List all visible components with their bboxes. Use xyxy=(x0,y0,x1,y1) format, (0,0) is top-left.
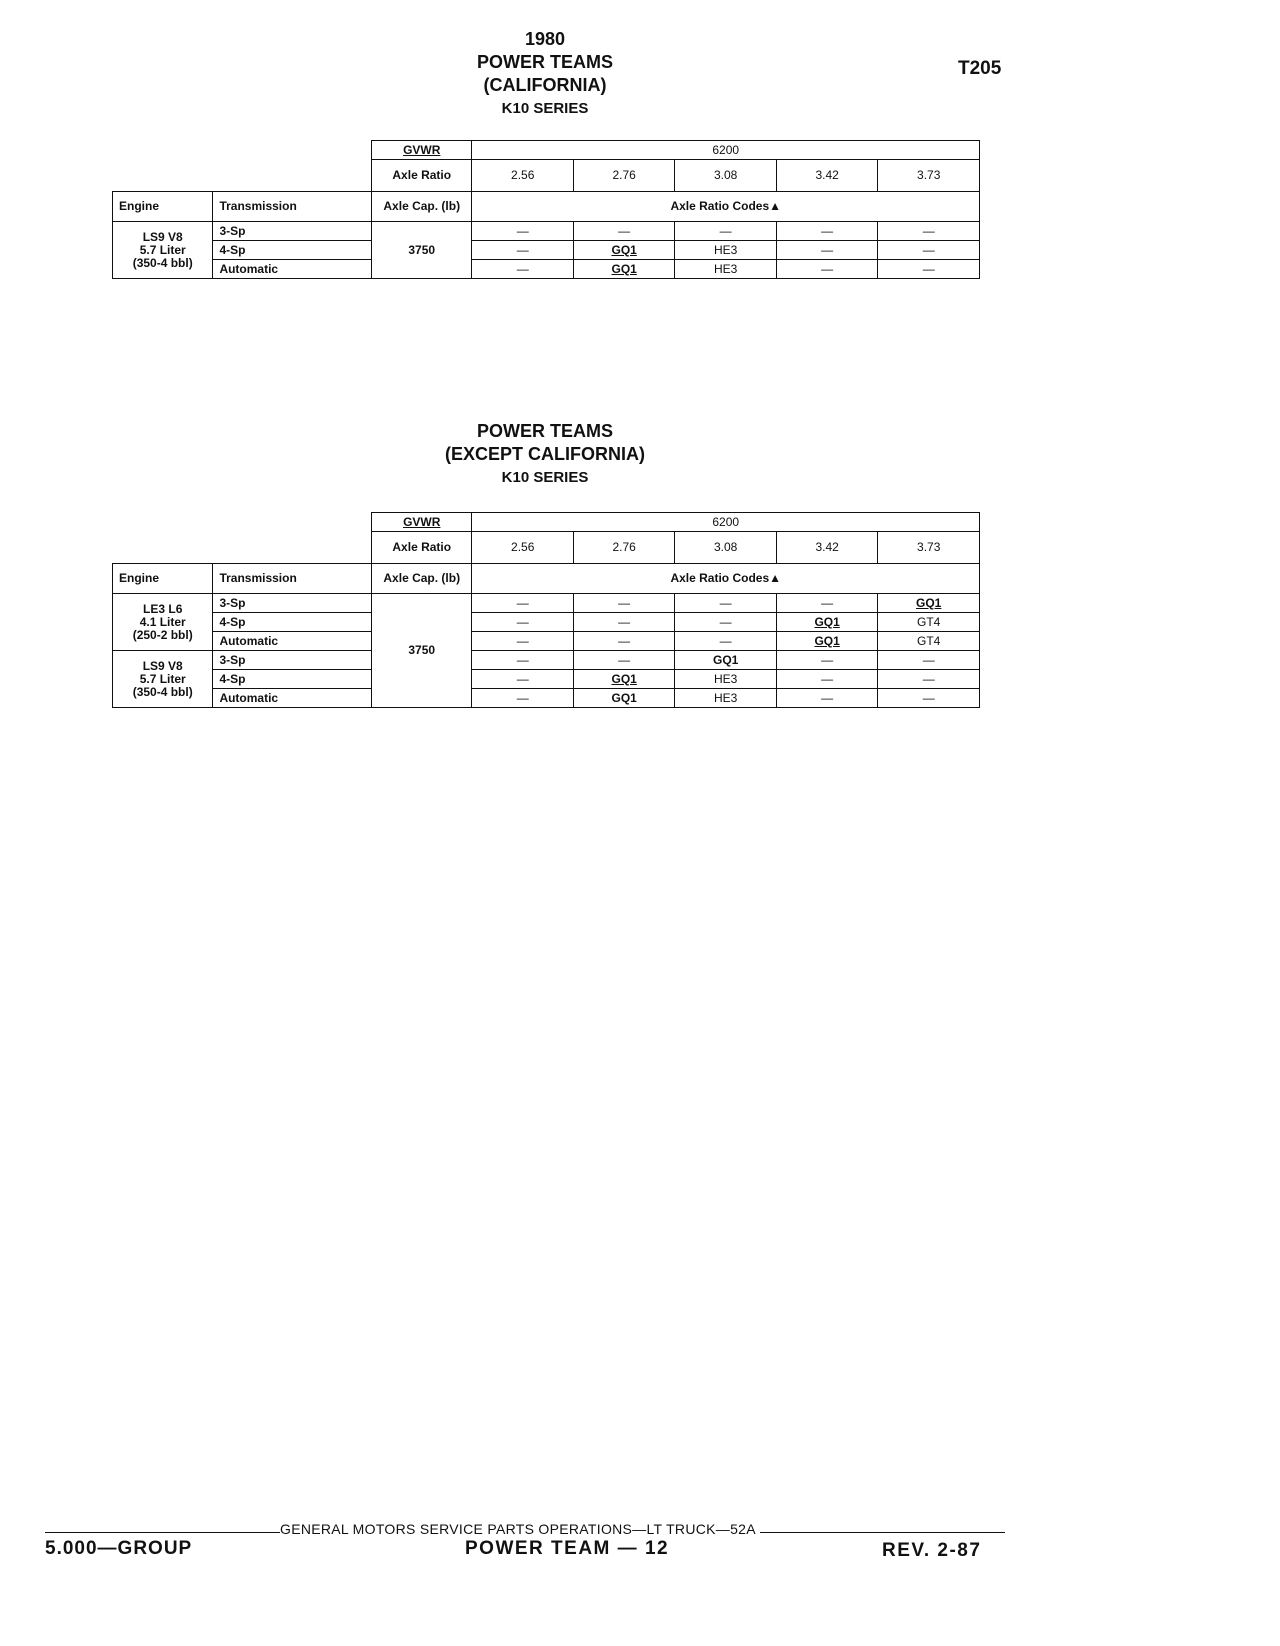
code-cell: HE3 xyxy=(675,241,776,260)
section2-title xyxy=(390,420,700,489)
code-cell: HE3 xyxy=(675,670,776,689)
code-cell: GQ1 xyxy=(675,651,776,670)
code-cell: — xyxy=(573,222,674,241)
code-cell: — xyxy=(472,260,573,279)
footer-publisher: GENERAL MOTORS SERVICE PARTS OPERATIONS—LT TRUCK—52A xyxy=(280,1521,756,1537)
title-heading: POWER TEAMS xyxy=(476,52,613,72)
code-cell: — xyxy=(573,651,674,670)
code-cell: — xyxy=(472,670,573,689)
code-cell: — xyxy=(573,632,674,651)
title-region: (CALIFORNIA) xyxy=(483,75,607,95)
axle-ratio-value: 2.76 xyxy=(573,160,674,192)
title-year: 1980 xyxy=(524,29,566,49)
power-team-table-except-california xyxy=(112,512,980,708)
code-cell: GQ1 xyxy=(878,594,980,613)
axle-ratio-value: 3.08 xyxy=(675,532,776,564)
axle-ratio-value: 2.56 xyxy=(472,532,573,564)
transmission-cell: 4-Sp xyxy=(213,241,372,260)
code-cell: — xyxy=(776,222,877,241)
transmission-cell: 3-Sp xyxy=(213,594,372,613)
code-cell: GQ1 xyxy=(776,632,877,651)
code-cell: GQ1 xyxy=(573,689,674,708)
code-cell: — xyxy=(878,222,980,241)
code-cell: HE3 xyxy=(675,260,776,279)
axle-cap-cell: 3750 xyxy=(372,594,472,708)
engine-cell xyxy=(113,594,213,651)
code-cell: — xyxy=(878,689,980,708)
axle-cap-cell: 3750 xyxy=(372,222,472,279)
footer-revision: REV. 2-87 xyxy=(882,1540,982,1561)
code-cell: — xyxy=(573,594,674,613)
engine-carb: (350-4 bbl) xyxy=(132,255,193,270)
gvwr-label: GVWR xyxy=(372,141,472,160)
axle-cap-header: Axle Cap. (lb) xyxy=(372,192,472,222)
engine-displacement: 5.7 Liter xyxy=(139,671,186,686)
code-cell: — xyxy=(675,594,776,613)
transmission-cell: 3-Sp xyxy=(213,222,372,241)
transmission-cell: Automatic xyxy=(213,689,372,708)
footer-rule-right xyxy=(760,1532,1005,1533)
code-cell: — xyxy=(878,260,980,279)
engine-name: LS9 V8 xyxy=(142,229,183,244)
axle-ratio-value: 3.42 xyxy=(776,532,877,564)
transmission-cell: 3-Sp xyxy=(213,651,372,670)
title-heading: POWER TEAMS xyxy=(476,421,613,441)
footer-page: POWER TEAM — 12 xyxy=(465,1538,670,1559)
engine-cell xyxy=(113,651,213,708)
transmission-cell: 4-Sp xyxy=(213,670,372,689)
axle-ratio-value: 3.73 xyxy=(878,532,980,564)
code-cell: — xyxy=(472,613,573,632)
axle-ratio-value: 2.76 xyxy=(573,532,674,564)
axle-ratio-value: 2.56 xyxy=(472,160,573,192)
engine-carb: (350-4 bbl) xyxy=(132,684,193,699)
engine-name: LS9 V8 xyxy=(142,658,183,673)
code-cell: — xyxy=(675,222,776,241)
code-cell: — xyxy=(776,651,877,670)
section1-title xyxy=(420,28,670,120)
engine-header: Engine xyxy=(113,564,213,594)
axle-ratio-codes-header: Axle Ratio Codes▲ xyxy=(472,192,980,222)
axle-cap-header: Axle Cap. (lb) xyxy=(372,564,472,594)
code-cell: GT4 xyxy=(878,613,980,632)
code-cell: — xyxy=(776,689,877,708)
transmission-cell: Automatic xyxy=(213,260,372,279)
engine-cell xyxy=(113,222,213,279)
code-cell: — xyxy=(776,260,877,279)
code-cell: — xyxy=(472,632,573,651)
gvwr-value: 6200 xyxy=(472,513,980,532)
title-series: K10 SERIES xyxy=(501,100,589,117)
footer-rule-left xyxy=(45,1532,280,1533)
code-cell: HE3 xyxy=(675,689,776,708)
axle-ratio-value: 3.08 xyxy=(675,160,776,192)
axle-ratio-codes-header: Axle Ratio Codes▲ xyxy=(472,564,980,594)
axle-ratio-value: 3.42 xyxy=(776,160,877,192)
page-code: T205 xyxy=(958,58,1002,79)
engine-carb: (250-2 bbl) xyxy=(132,627,193,642)
gvwr-label: GVWR xyxy=(372,513,472,532)
gvwr-value: 6200 xyxy=(472,141,980,160)
code-cell: GQ1 xyxy=(573,670,674,689)
footer-group: 5.000—GROUP xyxy=(45,1538,193,1559)
code-cell: GQ1 xyxy=(776,613,877,632)
code-cell: — xyxy=(472,594,573,613)
code-cell: GQ1 xyxy=(573,260,674,279)
engine-displacement: 5.7 Liter xyxy=(139,242,186,257)
axle-ratio-value: 3.73 xyxy=(878,160,980,192)
transmission-header: Transmission xyxy=(213,192,372,222)
axle-ratio-label: Axle Ratio xyxy=(372,532,472,564)
code-cell: — xyxy=(573,613,674,632)
engine-header: Engine xyxy=(113,192,213,222)
code-cell: GT4 xyxy=(878,632,980,651)
code-cell: — xyxy=(776,241,877,260)
title-series: K10 SERIES xyxy=(501,469,589,486)
code-cell: — xyxy=(472,222,573,241)
axle-ratio-label: Axle Ratio xyxy=(372,160,472,192)
engine-name: LE3 L6 xyxy=(143,601,183,616)
code-cell: GQ1 xyxy=(573,241,674,260)
code-cell: — xyxy=(878,670,980,689)
title-region: (EXCEPT CALIFORNIA) xyxy=(445,444,645,464)
power-team-table-california xyxy=(112,140,980,279)
code-cell: — xyxy=(675,632,776,651)
code-cell: — xyxy=(878,651,980,670)
code-cell: — xyxy=(472,651,573,670)
code-cell: — xyxy=(472,689,573,708)
engine-displacement: 4.1 Liter xyxy=(139,614,186,629)
code-cell: — xyxy=(776,594,877,613)
transmission-header: Transmission xyxy=(213,564,372,594)
code-cell: — xyxy=(776,670,877,689)
transmission-cell: 4-Sp xyxy=(213,613,372,632)
code-cell: — xyxy=(675,613,776,632)
code-cell: — xyxy=(878,241,980,260)
transmission-cell: Automatic xyxy=(213,632,372,651)
code-cell: — xyxy=(472,241,573,260)
